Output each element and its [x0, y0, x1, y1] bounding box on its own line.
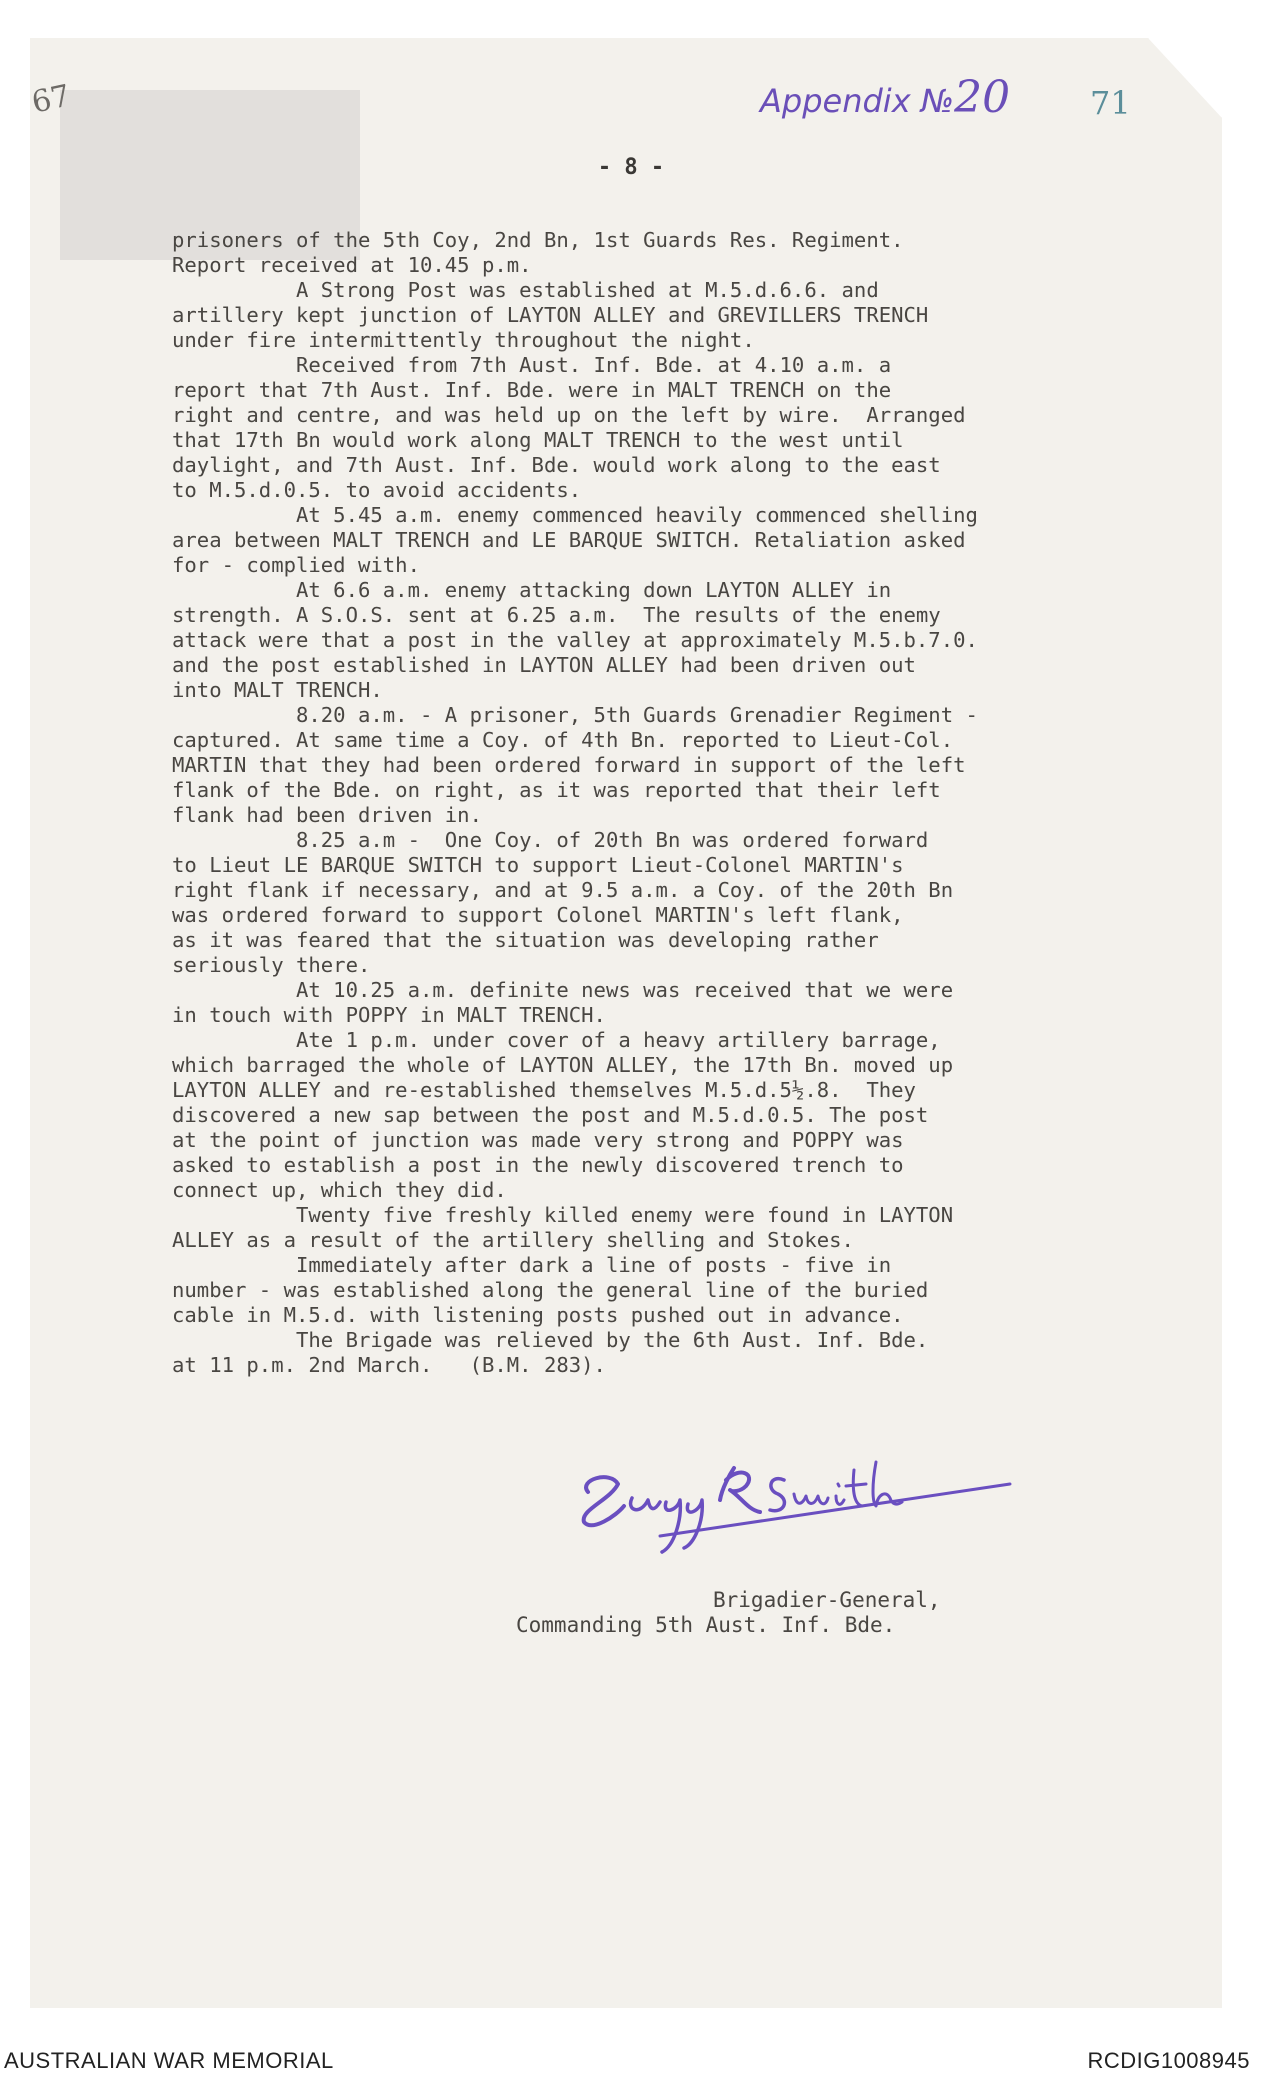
appendix-label: Appendix № — [760, 82, 955, 120]
footer-record-id: RCDIG1008945 — [1087, 2048, 1250, 2073]
body-line: and the post established in LAYTON ALLEY had been driven out — [172, 653, 916, 677]
body-line: prisoners of the 5th Coy, 2nd Bn, 1st Guards Res. Regiment. — [172, 228, 904, 252]
body-line: 8.20 a.m. - A prisoner, 5th Guards Grenadier Regiment - — [172, 703, 978, 727]
body-line: At 5.45 a.m. enemy commenced heavily commenced shelling — [172, 503, 978, 527]
body-line: attack were that a post in the valley at approximately M.5.b.7.0. — [172, 628, 978, 652]
body-line: under fire intermittently throughout the night. — [172, 328, 755, 352]
body-line: flank of the Bde. on right, as it was reported that their left — [172, 778, 941, 802]
body-line: captured. At same time a Coy. of 4th Bn. reported to Lieut-Col. — [172, 728, 954, 752]
body-line: Twenty five freshly killed enemy were found in LAYTON — [172, 1203, 954, 1227]
body-line: ALLEY as a result of the artillery shelling and Stokes. — [172, 1228, 854, 1252]
body-line: was ordered forward to support Colonel MARTIN's left flank, — [172, 903, 904, 927]
body-line: cable in M.5.d. with listening posts pushed out in advance. — [172, 1303, 904, 1327]
body-line: which barraged the whole of LAYTON ALLEY, the 17th Bn. moved up — [172, 1053, 954, 1077]
body-line: daylight, and 7th Aust. Inf. Bde. would work along to the east — [172, 453, 941, 477]
signatory-block — [0, 1588, 1262, 1663]
body-line: At 10.25 a.m. definite news was received that we were — [172, 978, 954, 1002]
body-line: flank had been driven in. — [172, 803, 482, 827]
body-line: Immediately after dark a line of posts - five in — [172, 1253, 892, 1277]
body-line: right and centre, and was held up on the left by wire. Arranged — [172, 403, 966, 427]
footer-archive-name: AUSTRALIAN WAR MEMORIAL — [4, 2048, 334, 2073]
body-line: Report received at 10.45 p.m. — [172, 253, 532, 277]
body-line: connect up, which they did. — [172, 1178, 507, 1202]
body-line: in touch with POPPY in MALT TRENCH. — [172, 1003, 606, 1027]
body-line: report that 7th Aust. Inf. Bde. were in MALT TRENCH on the — [172, 378, 892, 402]
body-line: A Strong Post was established at M.5.d.6.6. and — [172, 278, 879, 302]
body-line: asked to establish a post in the newly discovered trench to — [172, 1153, 904, 1177]
body-line: that 17th Bn would work along MALT TRENCH to the west until — [172, 428, 904, 452]
body-line: seriously there. — [172, 953, 371, 977]
appendix-stamp — [760, 72, 1010, 123]
body-line: into MALT TRENCH. — [172, 678, 383, 702]
body-line: area between MALT TRENCH and LE BARQUE SWITCH. Retaliation asked — [172, 528, 966, 552]
body-line: right flank if necessary, and at 9.5 a.m. a Coy. of the 20th Bn — [172, 878, 954, 902]
body-line: to M.5.d.0.5. to avoid accidents. — [172, 478, 582, 502]
body-line: number - was established along the general line of the buried — [172, 1278, 929, 1302]
appendix-number: 20 — [954, 72, 1011, 123]
body-line: At 6.6 a.m. enemy attacking down LAYTON ALLEY in — [172, 578, 892, 602]
body-line: as it was feared that the situation was developing rather — [172, 928, 879, 952]
signatory-rank: Brigadier-General, — [713, 1588, 941, 1612]
body-line: to Lieut LE BARQUE SWITCH to support Lieut-Colonel MARTIN's — [172, 853, 904, 877]
signatory-command: Commanding 5th Aust. Inf. Bde. — [516, 1613, 896, 1637]
body-line: 8.25 a.m - One Coy. of 20th Bn was ordered forward — [172, 828, 929, 852]
body-line: LAYTON ALLEY and re-established themselves M.5.d.5½.8. They — [172, 1078, 916, 1102]
corner-number: 67 — [28, 78, 74, 121]
body-line: Ate 1 p.m. under cover of a heavy artillery barrage, — [172, 1028, 941, 1052]
body-line: at the point of junction was made very strong and POPPY was — [172, 1128, 904, 1152]
body-line: MARTIN that they had been ordered forward in support of the left — [172, 753, 966, 777]
page-number: - 8 - — [597, 155, 665, 180]
handwritten-signature — [570, 1440, 1030, 1570]
body-line: discovered a new sap between the post and M.5.d.0.5. The post — [172, 1103, 929, 1127]
body-line: strength. A S.O.S. sent at 6.25 a.m. The results of the enemy — [172, 603, 941, 627]
folio-number: 71 — [1090, 84, 1131, 122]
body-line: artillery kept junction of LAYTON ALLEY and GREVILLERS TRENCH — [172, 303, 929, 327]
body-line: Received from 7th Aust. Inf. Bde. at 4.10 a.m. a — [172, 353, 892, 377]
body-line: for - complied with. — [172, 553, 420, 577]
body-line: The Brigade was relieved by the 6th Aust. Inf. Bde. — [172, 1328, 929, 1352]
typed-report-body — [172, 228, 1172, 1378]
body-line: at 11 p.m. 2nd March. (B.M. 283). — [172, 1353, 606, 1377]
